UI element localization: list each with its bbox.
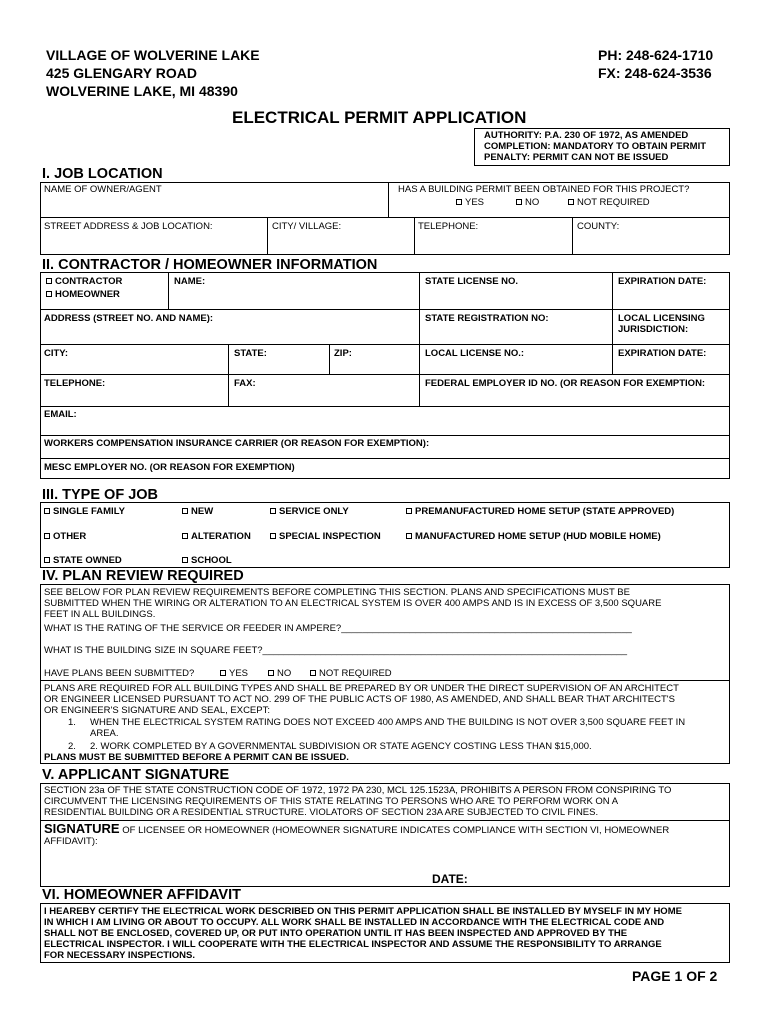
- page-title: ELECTRICAL PERMIT APPLICATION: [232, 108, 527, 127]
- new-label: NEW: [191, 506, 214, 517]
- contractor-label: CONTRACTOR: [55, 276, 123, 287]
- checkbox-icon: [182, 533, 188, 539]
- section-contractor-heading: II. CONTRACTOR / HOMEOWNER INFORMATION: [42, 257, 378, 273]
- contractor-city-field[interactable]: CITY:: [44, 348, 69, 359]
- requirements-text: OR ENGINEER'S SIGNATURE AND SEAL, EXCEPT:: [44, 705, 270, 716]
- plans-not-required-label: NOT REQUIRED: [319, 668, 392, 679]
- page-number: PAGE 1 OF 2: [632, 968, 718, 984]
- state-owned-option[interactable]: [44, 555, 122, 566]
- contractor-name-field[interactable]: NAME:: [174, 276, 206, 287]
- affidavit-text: FOR NECESSARY INSPECTIONS.: [44, 950, 195, 961]
- plans-submitted-question: HAVE PLANS BEEN SUBMITTED?: [44, 668, 195, 679]
- affidavit-text: I HEAREBY CERTIFY THE ELECTRICAL WORK DESCRIBED ON THIS PERMIT APPLICATION SHALL BE INSTALLED BY MYSELF IN MY HOME: [44, 906, 682, 917]
- license-expiration-field[interactable]: EXPIRATION DATE:: [618, 276, 707, 287]
- single-family-option[interactable]: [44, 506, 125, 517]
- permit-yes-option[interactable]: [456, 197, 484, 208]
- section-homeowner-affidavit-heading: VI. HOMEOWNER AFFIDAVIT: [42, 887, 241, 903]
- plan-review-text: SUBMITTED WHEN THE WIRING OR ALTERATION TO AN ELECTRICAL SYSTEM IS OVER 400 AMPS AND IS IN EXCESS OF 3,500 SQUARE: [44, 598, 662, 609]
- school-label: SCHOOL: [191, 555, 232, 566]
- checkbox-icon: [516, 199, 522, 205]
- premanufactured-option[interactable]: [406, 506, 674, 517]
- permit-no-option[interactable]: [516, 197, 539, 208]
- plans-no-option[interactable]: [268, 668, 291, 679]
- contractor-option[interactable]: [46, 276, 122, 287]
- local-license-field[interactable]: LOCAL LICENSE NO.:: [425, 348, 525, 359]
- service-only-option[interactable]: [270, 506, 349, 517]
- local-licensing-label: LOCAL LICENSING: [618, 313, 705, 324]
- plan-review-text: SEE BELOW FOR PLAN REVIEW REQUIREMENTS BEFORE COMPLETING THIS SECTION. PLANS AND SPECIFICATIONS MUST BE: [44, 587, 630, 598]
- plans-yes-label: YES: [229, 668, 249, 679]
- checkbox-icon: [268, 670, 274, 676]
- completion-line: COMPLETION: MANDATORY TO OBTAIN PERMIT: [484, 141, 707, 152]
- state-owned-label: STATE OWNED: [53, 555, 122, 566]
- plans-yes-option[interactable]: [220, 668, 248, 679]
- permit-yes-label: YES: [465, 197, 485, 208]
- federal-employer-id-field[interactable]: FEDERAL EMPLOYER ID NO. (OR REASON FOR EXEMPTION:: [425, 378, 706, 389]
- checkbox-icon: [182, 508, 188, 514]
- manufactured-label: MANUFACTURED HOME SETUP (HUD MOBILE HOME): [415, 531, 661, 542]
- exception-number: 2.: [68, 741, 76, 752]
- state-license-field[interactable]: STATE LICENSE NO.: [425, 276, 519, 287]
- checkbox-icon: [220, 670, 226, 676]
- other-option[interactable]: [44, 531, 86, 542]
- special-inspection-label: SPECIAL INSPECTION: [279, 531, 381, 542]
- building-permit-question: HAS A BUILDING PERMIT BEEN OBTAINED FOR THIS PROJECT?: [398, 184, 690, 195]
- local-expiration-field[interactable]: EXPIRATION DATE:: [618, 348, 707, 359]
- workers-comp-field[interactable]: WORKERS COMPENSATION INSURANCE CARRIER (OR REASON FOR EXEMPTION):: [44, 438, 430, 449]
- section-23a-text: RESIDENTIAL BUILDING OR A RESIDENTIAL STRUCTURE. VIOLATORS OF SECTION 23A ARE SUBJECTED TO CIVIL FINES.: [44, 807, 599, 818]
- service-rating-field[interactable]: WHAT IS THE RATING OF THE SERVICE OR FEEDER IN AMPERE?_______________________________________________________: [44, 623, 632, 634]
- affidavit-text: ELECTRICAL INSPECTOR. I WILL COOPERATE WITH THE ELECTRICAL INSPECTOR AND ASSUME THE RESPONSIBILITY TO ARRANGE: [44, 939, 662, 950]
- signature-instructions: OF LICENSEE OR HOMEOWNER (HOMEOWNER SIGNATURE INDICATES COMPLIANCE WITH SECTION VI, HOMEOWNER: [119, 825, 670, 836]
- county-field[interactable]: COUNTY:: [577, 221, 620, 232]
- permit-not-required-label: NOT REQUIRED: [577, 197, 650, 208]
- local-jurisdiction-field[interactable]: JURISDICTION:: [618, 324, 689, 335]
- permit-no-label: NO: [525, 197, 540, 208]
- checkbox-icon: [406, 533, 412, 539]
- checkbox-icon: [46, 291, 52, 297]
- other-label: OTHER: [53, 531, 87, 542]
- signature-label: SIGNATURE: [44, 821, 120, 836]
- email-field[interactable]: EMAIL:: [44, 409, 77, 420]
- affidavit-text: IN WHICH I AM LIVING OR ABOUT TO OCCUPY. ALL WORK SHALL BE INSTALLED IN ACCORDANCE WITH THE ELECTRICAL CODE AND: [44, 917, 665, 928]
- mesc-employer-field[interactable]: MESC EMPLOYER NO. (OR REASON FOR EXEMPTION): [44, 462, 295, 473]
- premanufactured-label: PREMANUFACTURED HOME SETUP (STATE APPROVED): [415, 506, 675, 517]
- org-name: VILLAGE OF WOLVERINE LAKE: [46, 47, 260, 63]
- org-city: WOLVERINE LAKE, MI 48390: [46, 83, 238, 99]
- plans-must-notice: PLANS MUST BE SUBMITTED BEFORE A PERMIT CAN BE ISSUED.: [44, 752, 349, 763]
- contractor-zip-field[interactable]: ZIP:: [334, 348, 352, 359]
- service-only-label: SERVICE ONLY: [279, 506, 349, 517]
- exception-2: 2. WORK COMPLETED BY A GOVERNMENTAL SUBDIVISION OR STATE AGENCY COSTING LESS THAN $15,000.: [90, 741, 592, 752]
- section-23a-text: CIRCUMVENT THE LICENSING REQUIREMENTS OF THIS STATE RELATING TO PERSONS WHO ARE TO PERFORM WORK ON A: [44, 796, 619, 807]
- city-village-field[interactable]: CITY/ VILLAGE:: [272, 221, 342, 232]
- section-plan-review-heading: IV. PLAN REVIEW REQUIRED: [42, 568, 244, 584]
- plans-no-label: NO: [277, 668, 292, 679]
- street-address-field[interactable]: STREET ADDRESS & JOB LOCATION:: [44, 221, 213, 232]
- building-size-field[interactable]: WHAT IS THE BUILDING SIZE IN SQUARE FEET?_____________________________________________________________________: [44, 645, 628, 656]
- contractor-address-field[interactable]: ADDRESS (STREET NO. AND NAME):: [44, 313, 214, 324]
- checkbox-icon: [44, 533, 50, 539]
- alteration-option[interactable]: [182, 531, 251, 542]
- checkbox-icon: [456, 199, 462, 205]
- authority-line: AUTHORITY: P.A. 230 OF 1972, AS AMENDED: [484, 130, 689, 141]
- contractor-fax-field[interactable]: FAX:: [234, 378, 256, 389]
- fax-number: FX: 248-624-3536: [598, 65, 712, 81]
- exception-number: 1.: [68, 717, 76, 728]
- checkbox-icon: [46, 278, 52, 284]
- checkbox-icon: [270, 533, 276, 539]
- plan-review-text: FEET IN ALL BUILDINGS.: [44, 609, 156, 620]
- checkbox-icon: [406, 508, 412, 514]
- org-address: 425 GLENGARY ROAD: [46, 65, 197, 81]
- job-telephone-field[interactable]: TELEPHONE:: [418, 221, 479, 232]
- requirements-text: OR ENGINEER LICENSED PURSUANT TO ACT NO. 299 OF THE PUBLIC ACTS OF 1980, AS AMENDED, AND SHALL BEAR THAT ARCHITECT'S: [44, 694, 675, 705]
- manufactured-option[interactable]: [406, 531, 661, 542]
- new-option[interactable]: [182, 506, 213, 517]
- checkbox-icon: [270, 508, 276, 514]
- special-inspection-option[interactable]: [270, 531, 381, 542]
- checkbox-icon: [182, 557, 188, 563]
- section-job-location-heading: I. JOB LOCATION: [42, 166, 163, 182]
- alteration-label: ALTERATION: [191, 531, 251, 542]
- signature-field[interactable]: [44, 822, 669, 837]
- requirements-text: PLANS ARE REQUIRED FOR ALL BUILDING TYPES AND SHALL BE PREPARED BY OR UNDER THE DIRECT SUPERVISION OF AN ARCHITECT: [44, 683, 679, 694]
- exception-1-cont: AREA.: [90, 728, 119, 739]
- exception-1: WHEN THE ELECTRICAL SYSTEM RATING DOES NOT EXCEED 400 AMPS AND THE BUILDING IS NOT OVER 3,500 SQUARE FEET IN: [90, 717, 686, 728]
- owner-agent-field[interactable]: NAME OF OWNER/AGENT: [44, 184, 162, 195]
- checkbox-icon: [310, 670, 316, 676]
- contractor-state-field[interactable]: STATE:: [234, 348, 267, 359]
- section-applicant-signature-heading: V. APPLICANT SIGNATURE: [42, 767, 230, 783]
- penalty-line: PENALTY: PERMIT CAN NOT BE ISSUED: [484, 152, 669, 163]
- checkbox-icon: [568, 199, 574, 205]
- single-family-label: SINGLE FAMILY: [53, 506, 125, 517]
- checkbox-icon: [44, 508, 50, 514]
- checkbox-icon: [44, 557, 50, 563]
- affidavit-text: SHALL NOT BE ENCLOSED, COVERED UP, OR PUT INTO OPERATION UNTIL IT HAS BEEN INSPECTED AND APPROVED BY THE: [44, 928, 628, 939]
- homeowner-label: HOMEOWNER: [55, 289, 120, 300]
- section-type-of-job-heading: III. TYPE OF JOB: [42, 487, 159, 503]
- plans-not-required-option[interactable]: [310, 668, 392, 679]
- signature-date-field[interactable]: DATE:: [432, 872, 468, 886]
- section-23a-text: SECTION 23a OF THE STATE CONSTRUCTION CODE OF 1972, 1972 PA 230, MCL 125.1523A, PROHIBITS A PERSON FROM CONSPIRING TO: [44, 785, 672, 796]
- state-registration-field[interactable]: STATE REGISTRATION NO:: [425, 313, 549, 324]
- contractor-telephone-field[interactable]: TELEPHONE:: [44, 378, 106, 389]
- phone-number: PH: 248-624-1710: [598, 47, 714, 63]
- school-option[interactable]: [182, 555, 232, 566]
- permit-not-required-option[interactable]: [568, 197, 650, 208]
- signature-instructions-cont: AFFIDAVIT):: [44, 836, 98, 847]
- homeowner-option[interactable]: [46, 289, 120, 300]
